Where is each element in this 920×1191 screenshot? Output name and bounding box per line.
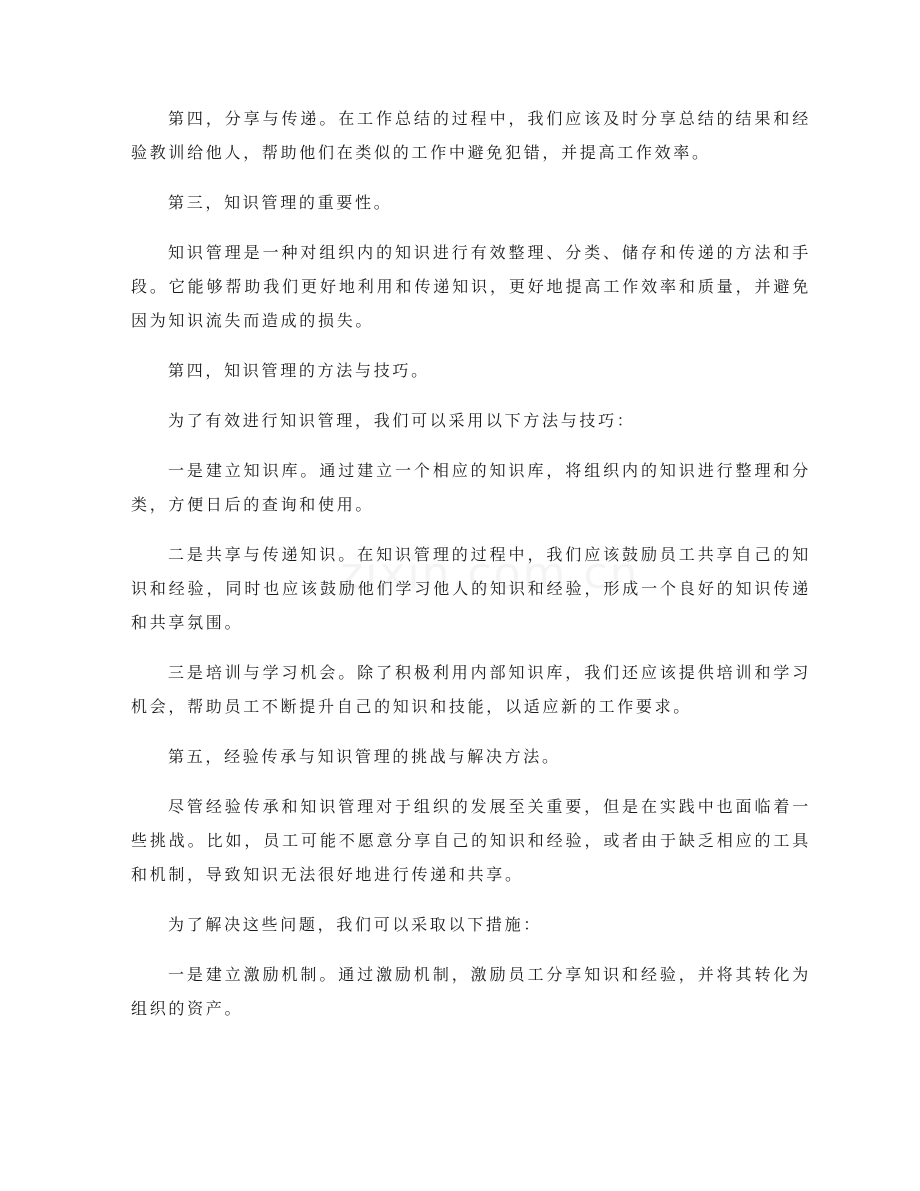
paragraph-methods-intro: 为了有效进行知识管理，我们可以采用以下方法与技巧： (168, 411, 636, 430)
document-body (131, 102, 811, 1042)
paragraph-measures-intro: 为了解决这些问题，我们可以采取以下措施： (168, 915, 543, 934)
paragraph-challenges: 尽管经验传承和知识管理对于组织的发展至关重要，但是在实践中也面临着一些挑战。比如，员工可能不愿意分享自己的知识和经验，或者由于缺乏相应的工具和机制，导致知识无法很好地进行传递和共享。 (131, 797, 811, 884)
paragraph-knowledge-management-definition: 知识管理是一种对组织内的知识进行有效整理、分类、储存和传递的方法和手段。它能够帮助我们更好地利用和传递知识，更好地提高工作效率和质量，并避免因为知识流失而造成的损失。 (131, 243, 811, 330)
paragraph-share-and-transfer: 第四，分享与传递。在工作总结的过程中，我们应该及时分享总结的结果和经验教训给他人，帮助他们在类似的工作中避免犯错，并提高工作效率。 (131, 109, 811, 162)
heading-knowledge-management-methods: 第四，知识管理的方法与技巧。 (168, 361, 430, 380)
paragraph-incentive-mechanism: 一是建立激励机制。通过激励机制，激励员工分享知识和经验，并将其转化为组织的资产。 (131, 965, 811, 1018)
paragraph-share-knowledge: 二是共享与传递知识。在知识管理的过程中，我们应该鼓励员工共享自己的知识和经验，同时也应该鼓励他们学习他人的知识和经验，形成一个良好的知识传递和共享氛围。 (131, 545, 811, 632)
paragraph-build-knowledge-base: 一是建立知识库。通过建立一个相应的知识库，将组织内的知识进行整理和分类，方便日后的查询和使用。 (131, 461, 811, 514)
heading-challenges-and-solutions: 第五，经验传承与知识管理的挑战与解决方法。 (168, 747, 561, 766)
heading-knowledge-management-importance: 第三，知识管理的重要性。 (168, 193, 393, 212)
paragraph-training-opportunities: 三是培训与学习机会。除了积极利用内部知识库，我们还应该提供培训和学习机会，帮助员工不断提升自己的知识和技能，以适应新的工作要求。 (131, 663, 811, 716)
